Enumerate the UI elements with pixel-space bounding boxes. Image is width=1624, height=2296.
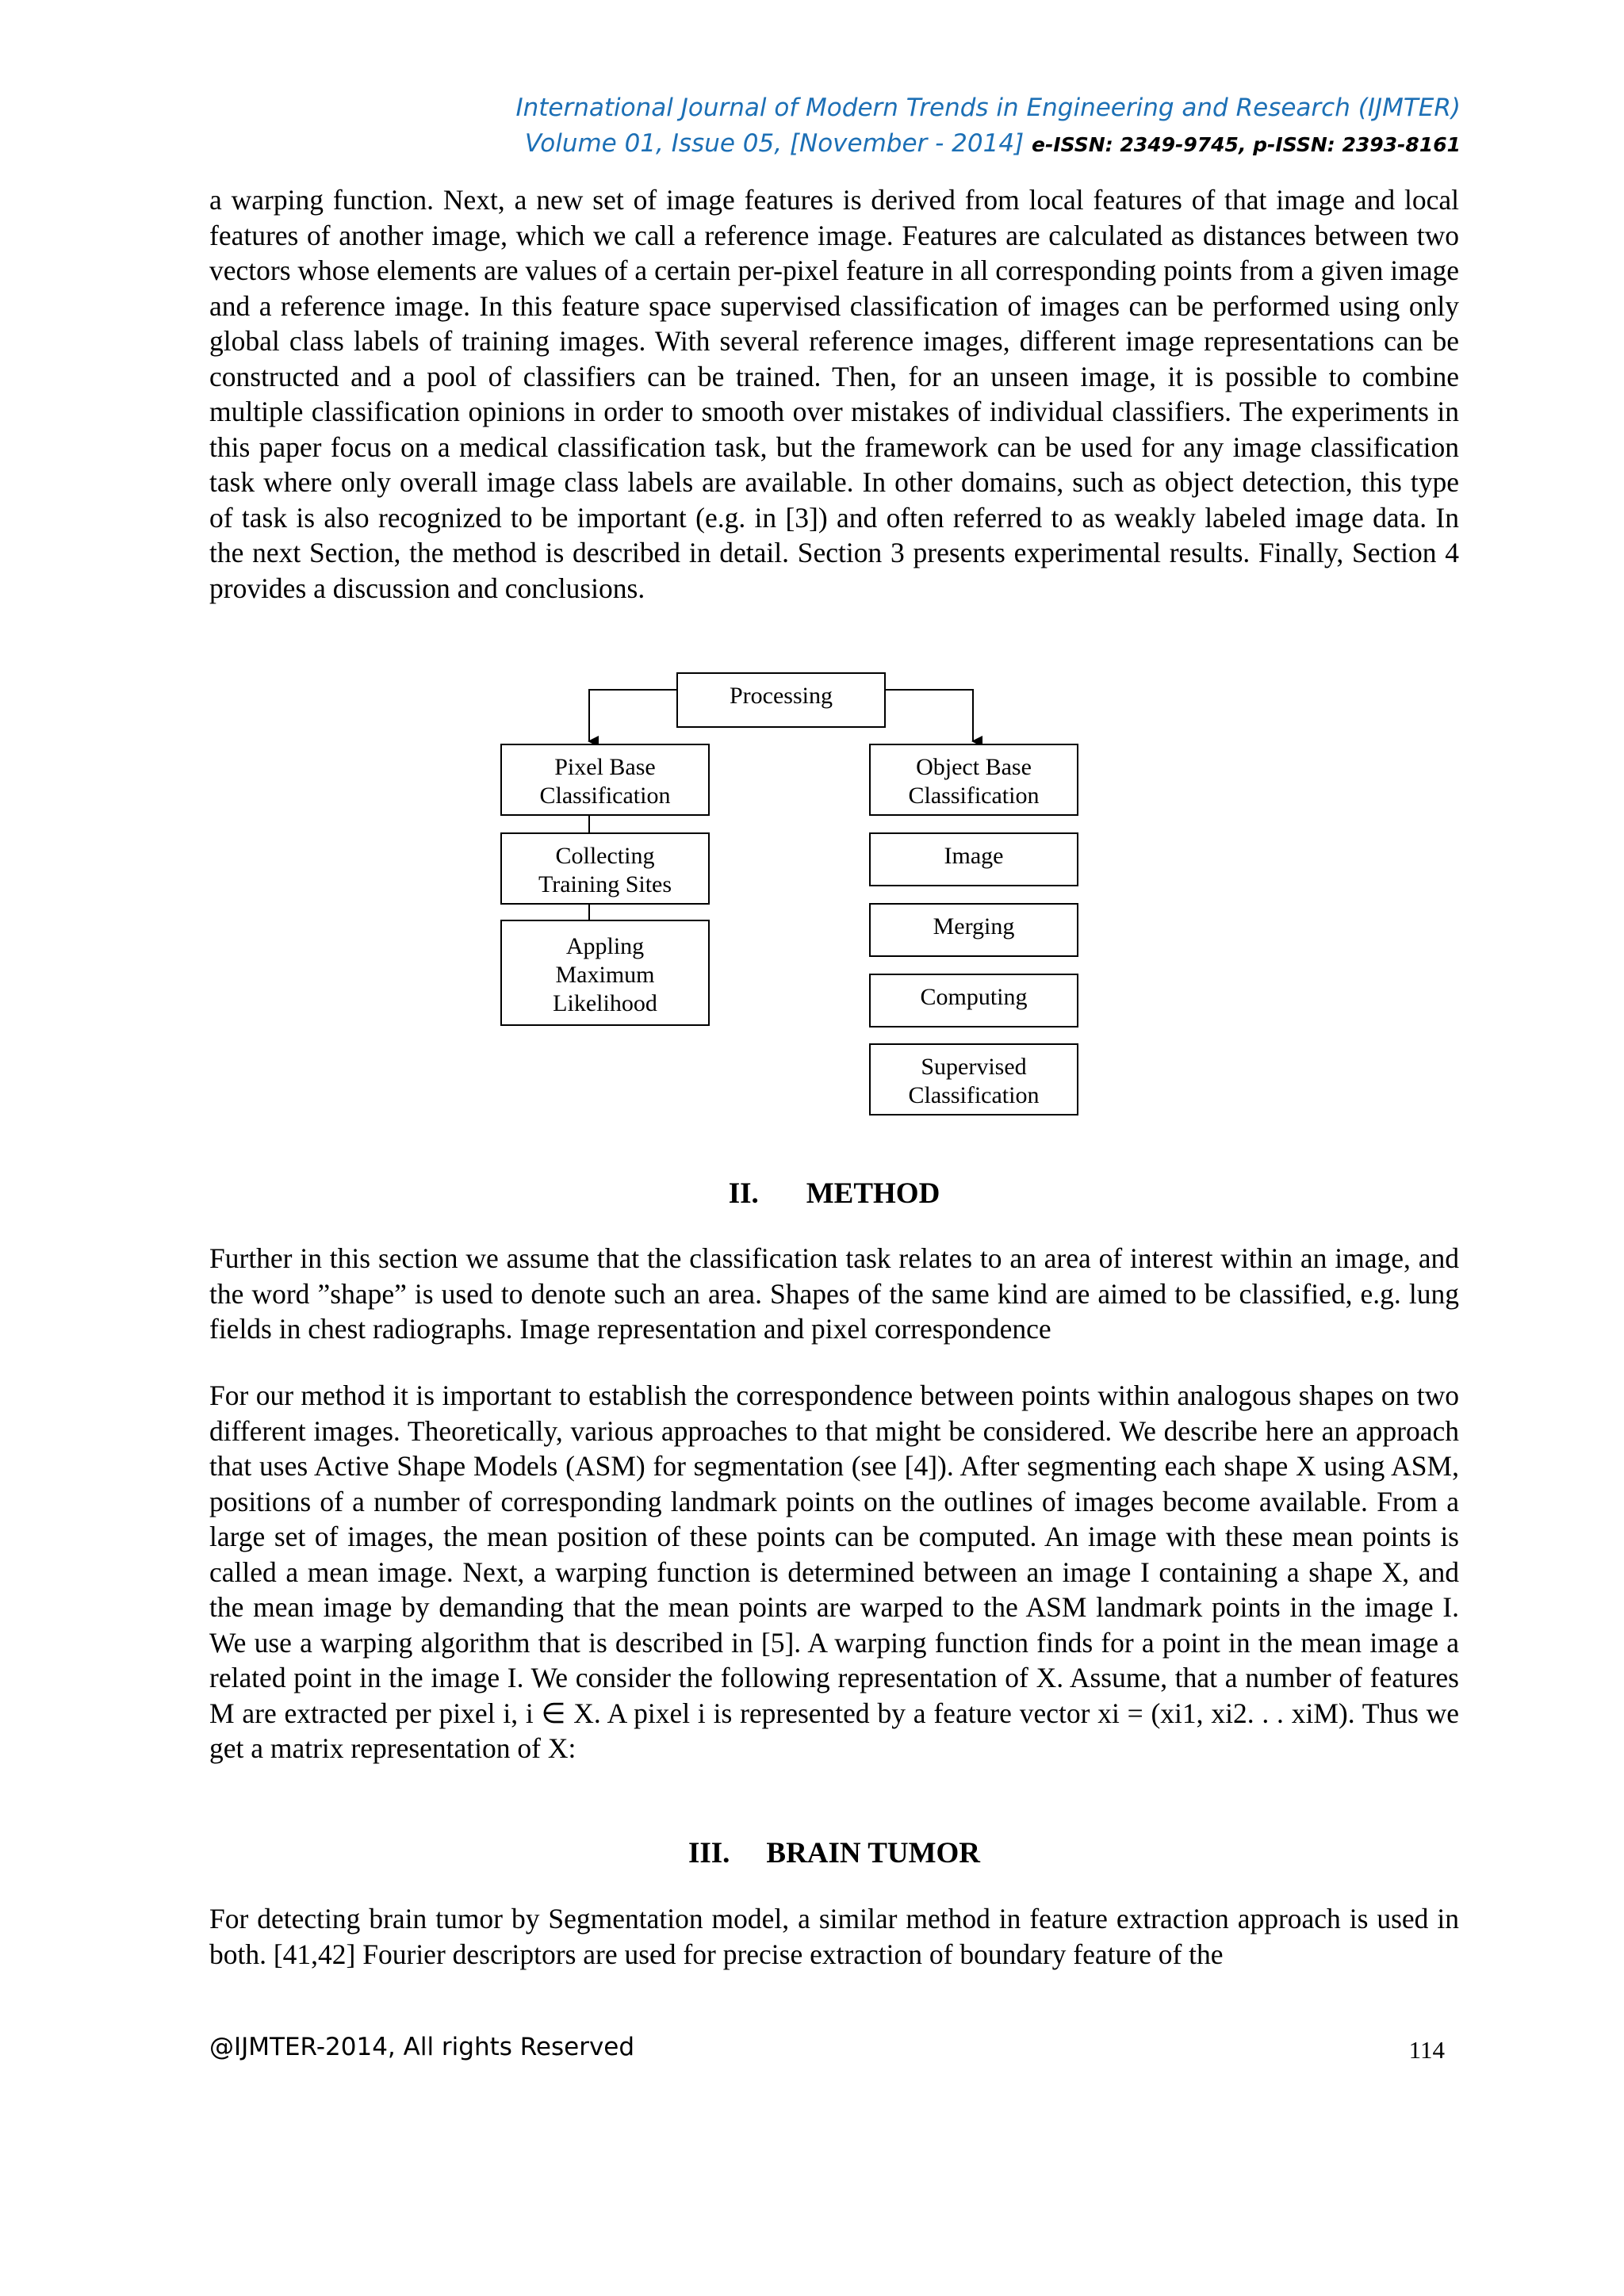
diagram-box-object-base (869, 744, 1078, 816)
diagram-text-line: Classification (908, 1082, 1040, 1108)
journal-volume-line (515, 126, 1461, 163)
diagram-text-line: Appling (565, 933, 645, 959)
paragraph-intro-continued: a warping function. Next, a new set of image features is derived from local features of that image and local features of another image, which we call a reference image. Features are calculated as distances between two vectors whose elements are values of a certain per-pixel feature in all corresponding points from a given image and a reference image. In this feature space supervised classification of images can be performed using only global class labels of training images. With several reference images, different image representations can be constructed and a pool of classifiers can be trained. Then, for an unseen image, it is possible to combine multiple classification opinions in order to smooth over mistakes of individual classifiers. The experiments in this paper focus on a medical classification task, but the framework can be used for any image classification task where only overall image class labels are available. In other domains, such as object detection, this type of task is also recognized to be important (e.g. in [3]) and often referred to as weakly labeled image data. In the next Section, the method is described in detail. Section 3 presents experimental results. Finally, Section 4 provides a discussion and conclusions. (209, 184, 1459, 604)
diagram-box-computing (869, 974, 1078, 1027)
journal-title: International Journal of Modern Trends in Engineering and Research (IJMTER) (515, 94, 1461, 122)
section-title: BRAIN TUMOR (766, 1837, 981, 1869)
paragraph-brain-tumor-1: For detecting brain tumor by Segmentation model, a similar method in feature extraction approach is used in both. [41,42] Fourier descriptors are used for precise extraction of boundary feature of the (209, 1903, 1459, 1970)
section-number: II. (728, 1177, 759, 1210)
diagram-text-line: Pixel Base (554, 754, 656, 780)
diagram-label-collecting (502, 834, 708, 899)
journal-volume: Volume 01, Issue 05, [November - 2014] (524, 129, 1025, 158)
section-number: III. (688, 1837, 730, 1869)
paragraph-method-1: Further in this section we assume that the classification task relates to an area of interest within an image, and the word ”shape” is used to denote such an area. Shapes of the same kind are aimed to be classified, e.g. lung fields in chest radiographs. Image representation and pixel correspondence (209, 1242, 1459, 1345)
footer-copyright: @IJMTER-2014, All rights Reserved (209, 2033, 635, 2061)
section-heading-method (209, 1177, 1459, 1211)
diagram-label-appling (502, 921, 708, 1018)
paragraph-method-2: For our method it is important to establish the correspondence between points within analogous shapes on two different images. Theoretically, various approaches to that might be considered. We describe here an approach that uses Active Shape Models (ASM) for segmentation (see [4]). After segmenting each shape X using ASM, positions of a number of corresponding landmark points on the outlines of images become available. From a large set of images, the mean position of these points can be computed. An image with these mean points is called a mean image. Next, a warping function is determined between an image I containing a shape X, and the mean image by demanding that the mean points are warped to the ASM landmark points in the image I. We use a warping algorithm that is described in [5]. A warping function finds for a point in the mean image a related point in the image I. We consider the following representation of X. Assume, that a number of features M are extracted per pixel i, i ∈ X. A pixel i is represented by a feature vector xi = (xi1, xi2. . . xiM). Thus we get a matrix representation of X: (209, 1380, 1459, 1764)
connector-root-to-object-base (886, 690, 973, 741)
footer-page-number: 114 (1408, 2036, 1445, 2064)
section-heading-brain-tumor (209, 1836, 1459, 1871)
diagram-box-collecting (500, 832, 710, 905)
diagram-label-computing: Computing (920, 984, 1028, 1010)
diagram-box-pixel-base (500, 744, 710, 816)
diagram-label-object-base (871, 745, 1077, 810)
diagram-box-image (869, 832, 1078, 886)
diagram-box-processing (676, 672, 886, 728)
diagram-text-line: Collecting (555, 843, 655, 869)
diagram-text-line: Supervised (921, 1054, 1027, 1080)
diagram-label-pixel-base (502, 745, 708, 810)
diagram-text-line: Object Base (916, 754, 1032, 780)
diagram-text-line: Maximum (555, 962, 655, 988)
diagram-text-line: Classification (539, 783, 671, 809)
diagram-box-merging (869, 903, 1078, 957)
diagram-label-processing: Processing (730, 683, 833, 709)
diagram-label-supervised (871, 1045, 1077, 1110)
connector-root-to-pixel-base (589, 690, 676, 741)
diagram-box-supervised (869, 1043, 1078, 1115)
diagram-text-line: Training Sites (538, 871, 672, 897)
diagram-text-line: Classification (908, 783, 1040, 809)
journal-header (515, 90, 1461, 163)
diagram-label-image: Image (944, 843, 1004, 869)
diagram-label-merging: Merging (933, 913, 1015, 939)
section-title: METHOD (806, 1177, 940, 1210)
journal-issn: e-ISSN: 2349-9745, p-ISSN: 2393-8161 (1032, 133, 1461, 156)
diagram-box-appling (500, 920, 710, 1026)
diagram-text-line: Likelihood (553, 990, 657, 1016)
